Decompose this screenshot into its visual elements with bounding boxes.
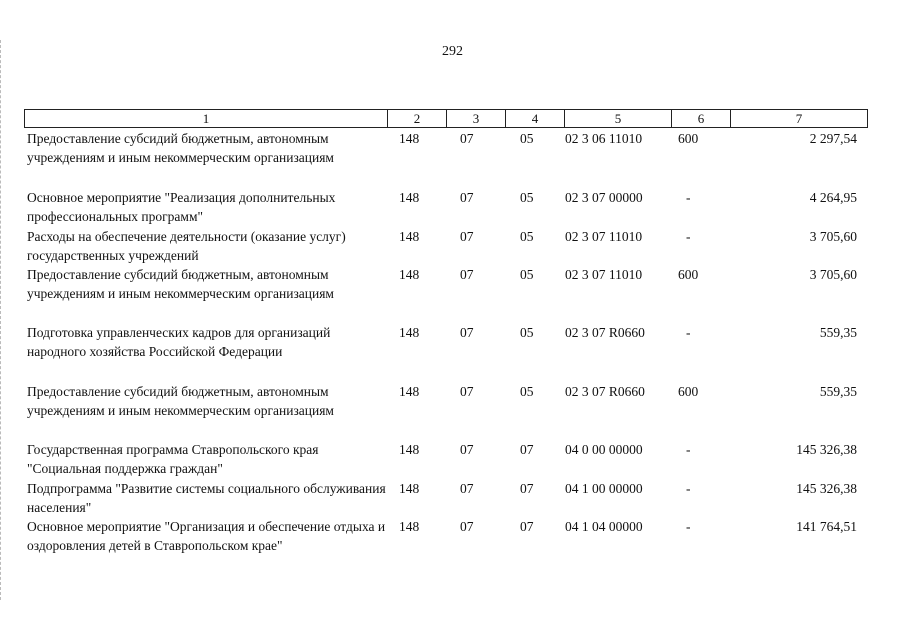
row-col-4: 07 — [520, 519, 534, 534]
row-col-4: 05 — [520, 384, 534, 399]
row-name: Государственная программа Ставропольского края "Социальная поддержка граждан" — [27, 442, 319, 476]
row-col-6: - — [686, 481, 691, 496]
header-col-4: 4 — [506, 110, 565, 128]
row-col-7: 2 297,54 — [809, 131, 857, 146]
row-col-7: 3 705,60 — [809, 229, 857, 244]
row-col-4: 07 — [520, 442, 534, 457]
row-col-4: 05 — [520, 325, 534, 340]
row-col-3: 07 — [460, 190, 474, 205]
row-col-2: 148 — [399, 190, 420, 205]
row-col-4: 07 — [520, 481, 534, 496]
header-col-6: 6 — [672, 110, 731, 128]
row-col-5: 02 3 07 11010 — [565, 229, 643, 244]
row-col-4: 05 — [520, 229, 534, 244]
page-number: 292 — [442, 44, 463, 59]
row-col-2: 148 — [399, 267, 420, 282]
row-col-3: 07 — [460, 519, 474, 534]
row-col-2: 148 — [399, 442, 420, 457]
header-col-3: 3 — [447, 110, 506, 128]
row-col-7: 145 326,38 — [796, 442, 857, 457]
margin-fold-line — [0, 40, 2, 600]
row-col-6: 600 — [678, 384, 699, 399]
row-col-3: 07 — [460, 384, 474, 399]
row-col-6: 600 — [678, 131, 699, 146]
row-col-2: 148 — [399, 384, 420, 399]
row-col-2: 148 — [399, 229, 420, 244]
row-col-4: 05 — [520, 190, 534, 205]
row-col-5: 02 3 07 R0660 — [565, 384, 645, 399]
row-col-4: 05 — [520, 131, 534, 146]
row-col-2: 148 — [399, 325, 420, 340]
row-name: Предоставление субсидий бюджетным, автономным учреждениям и иным некоммерческим организациям — [27, 384, 334, 418]
row-col-5: 02 3 07 11010 — [565, 267, 643, 282]
row-col-3: 07 — [460, 229, 474, 244]
row-name: Подпрограмма "Развитие системы социального обслуживания населения" — [27, 481, 386, 515]
row-col-2: 148 — [399, 519, 420, 534]
row-name: Расходы на обеспечение деятельности (оказание услуг) государственных учреждений — [27, 229, 346, 263]
header-col-2: 2 — [388, 110, 447, 128]
row-col-6: 600 — [678, 267, 699, 282]
row-col-5: 04 1 04 00000 — [565, 519, 643, 534]
row-col-7: 3 705,60 — [809, 267, 857, 282]
row-col-7: 559,35 — [819, 325, 857, 340]
row-col-2: 148 — [399, 131, 420, 146]
row-col-3: 07 — [460, 131, 474, 146]
row-col-5: 04 0 00 00000 — [565, 442, 643, 457]
row-name: Основное мероприятие "Организация и обеспечение отдыха и оздоровления детей в Ставропольском крае" — [27, 519, 386, 553]
row-col-7: 141 764,51 — [796, 519, 857, 534]
row-col-6: - — [686, 229, 691, 244]
row-col-4: 05 — [520, 267, 534, 282]
row-col-3: 07 — [460, 267, 474, 282]
row-col-6: - — [686, 519, 691, 534]
row-name: Предоставление субсидий бюджетным, автономным учреждениям и иным некоммерческим организациям — [27, 267, 334, 301]
header-col-7: 7 — [731, 110, 868, 128]
header-col-5: 5 — [565, 110, 672, 128]
row-name: Основное мероприятие "Реализация дополнительных профессиональных программ" — [27, 190, 336, 224]
row-name: Предоставление субсидий бюджетным, автономным учреждениям и иным некоммерческим организациям — [27, 131, 334, 165]
header-col-1: 1 — [25, 110, 388, 128]
row-col-6: - — [686, 442, 691, 457]
row-col-3: 07 — [460, 442, 474, 457]
row-col-6: - — [686, 325, 691, 340]
row-col-2: 148 — [399, 481, 420, 496]
row-col-5: 02 3 07 00000 — [565, 190, 643, 205]
row-col-3: 07 — [460, 325, 474, 340]
row-col-3: 07 — [460, 481, 474, 496]
row-col-7: 145 326,38 — [796, 481, 857, 496]
row-col-5: 04 1 00 00000 — [565, 481, 643, 496]
column-header-row — [25, 110, 868, 128]
row-col-5: 02 3 07 R0660 — [565, 325, 645, 340]
row-col-7: 4 264,95 — [809, 190, 857, 205]
row-col-7: 559,35 — [819, 384, 857, 399]
row-col-5: 02 3 06 11010 — [565, 131, 643, 146]
column-header-table — [24, 109, 868, 128]
row-name: Подготовка управленческих кадров для организаций народного хозяйства Российской Федерации — [27, 325, 331, 359]
row-col-6: - — [686, 190, 691, 205]
